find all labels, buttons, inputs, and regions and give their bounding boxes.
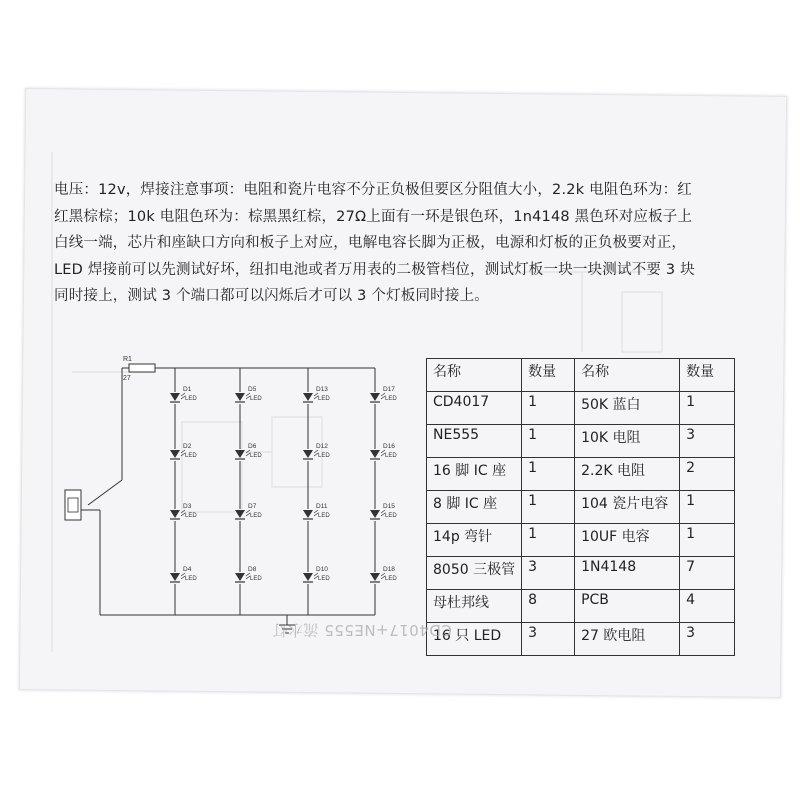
header-cell: 数量 — [680, 359, 735, 392]
part-qty: 1 — [522, 425, 575, 458]
led-type-label: LED — [318, 576, 330, 582]
led-d1 — [170, 386, 197, 404]
part-qty: 8 — [522, 590, 575, 623]
resistor-label: R1 — [123, 356, 132, 363]
led-type-label: LED — [185, 576, 197, 582]
led-designator: D18 — [383, 566, 395, 573]
part-qty: 1 — [522, 392, 575, 425]
led-d15 — [370, 503, 397, 521]
table-row — [427, 623, 735, 656]
part-name: 16 只 LED — [427, 623, 522, 656]
instruction-line: 同时接上，测试 3 个端口都可以闪烁后才可以 3 个灯板同时接上。 — [54, 288, 489, 304]
led-type-label: LED — [318, 513, 330, 519]
table-header-row — [427, 359, 735, 392]
led-designator: D17 — [383, 386, 395, 393]
led-d17 — [370, 386, 397, 404]
mirrored-bleed-through-title: CD4017+NE555 流水灯 — [272, 621, 452, 639]
led-designator: D3 — [183, 503, 192, 510]
part-name: PCB — [575, 590, 680, 623]
table-row — [427, 491, 735, 524]
part-qty: 3 — [680, 425, 735, 458]
part-name: CD4017 — [427, 392, 522, 425]
header-cell: 名称 — [427, 359, 522, 392]
led-designator: D16 — [383, 443, 395, 450]
led-type-label: LED — [250, 513, 262, 519]
part-qty: 1 — [522, 491, 575, 524]
led-type-label: LED — [385, 396, 397, 402]
part-name: 2.2K 电阻 — [575, 458, 680, 491]
led-type-label: LED — [185, 513, 197, 519]
part-name: 27 欧电阻 — [575, 623, 680, 656]
led-d11 — [303, 503, 330, 521]
part-name: 10K 电阻 — [575, 425, 680, 458]
header-cell: 名称 — [575, 359, 680, 392]
table-row — [427, 392, 735, 425]
part-name: 104 瓷片电容 — [575, 491, 680, 524]
led-designator: D15 — [383, 503, 395, 510]
led-type-label: LED — [250, 576, 262, 582]
part-qty: 2 — [680, 458, 735, 491]
resistor-r1 — [129, 364, 155, 372]
led-type-label: LED — [250, 396, 262, 402]
led-d7 — [235, 503, 262, 521]
led-type-label: LED — [385, 576, 397, 582]
part-qty: 7 — [680, 557, 735, 590]
part-name: 14p 弯针 — [427, 524, 522, 557]
header-cell: 数量 — [522, 359, 575, 392]
led-d10 — [303, 566, 330, 584]
led-designator: D1 — [183, 386, 192, 393]
part-name: 母杜邦线 — [427, 590, 522, 623]
power-connector — [65, 490, 81, 520]
part-qty: 1 — [680, 491, 735, 524]
instruction-line: 白线一端，芯片和座缺口方向和板子上对应，电解电容长脚为正极，电源和灯板的正负极要对正， — [54, 235, 687, 251]
led-designator: D4 — [183, 566, 192, 573]
table-row — [427, 458, 735, 491]
parts-list-table — [426, 358, 735, 656]
led-d16 — [370, 443, 397, 461]
led-designator: D12 — [316, 443, 328, 450]
led-type-label: LED — [185, 453, 197, 459]
led-d12 — [303, 443, 330, 461]
led-designator: D2 — [183, 443, 192, 450]
led-d6 — [235, 443, 262, 461]
led-d8 — [235, 566, 262, 584]
led-designator: D13 — [316, 386, 328, 393]
part-qty: 3 — [522, 557, 575, 590]
led-type-label: LED — [385, 453, 397, 459]
led-type-label: LED — [185, 396, 197, 402]
part-name: 50K 蓝白 — [575, 392, 680, 425]
led-d4 — [170, 566, 197, 584]
led-d2 — [170, 443, 197, 461]
led-designator: D6 — [248, 443, 257, 450]
part-qty: 1 — [680, 392, 735, 425]
led-designator: D10 — [316, 566, 328, 573]
part-name: NE555 — [427, 425, 522, 458]
led-d3 — [170, 503, 197, 521]
part-qty: 3 — [522, 623, 575, 656]
led-type-label: LED — [318, 396, 330, 402]
part-name: 16 脚 IC 座 — [427, 458, 522, 491]
led-d13 — [303, 386, 330, 404]
assembly-instructions — [54, 177, 754, 310]
resistor-value: 27 — [123, 375, 131, 382]
part-name: 8 脚 IC 座 — [427, 491, 522, 524]
part-qty: 1 — [680, 524, 735, 557]
led-matrix-schematic — [55, 350, 415, 640]
table-row — [427, 590, 735, 623]
part-qty: 4 — [680, 590, 735, 623]
led-type-label: LED — [318, 453, 330, 459]
led-designator: D5 — [248, 386, 257, 393]
part-qty: 3 — [680, 623, 735, 656]
instruction-line: 红黑棕棕；10k 电阻色环为：棕黑黑红棕，27Ω上面有一环是银色环，1n4148 黑色环对应板子上 — [54, 208, 693, 225]
led-type-label: LED — [385, 513, 397, 519]
led-d18 — [370, 566, 397, 584]
led-type-label: LED — [250, 453, 262, 459]
part-qty: 1 — [522, 458, 575, 491]
led-d5 — [235, 386, 262, 404]
table-row — [427, 557, 735, 590]
led-designator: D11 — [316, 503, 328, 510]
part-qty: 1 — [522, 524, 575, 557]
part-name: 1N4148 — [575, 557, 680, 590]
led-designator: D8 — [248, 566, 257, 573]
part-name: 8050 三极管 — [427, 557, 522, 590]
instruction-line: LED 焊接前可以先测试好坏，纽扣电池或者万用表的二极管档位，测试灯板一块一块测试不要 3 块 — [54, 261, 695, 278]
part-name: 10UF 电容 — [575, 524, 680, 557]
table-row — [427, 425, 735, 458]
led-designator: D7 — [248, 503, 257, 510]
instruction-line: 电压：12v，焊接注意事项：电阻和瓷片电容不分正负极但要区分阻值大小，2.2k 电阻色环为：红 — [54, 182, 692, 198]
table-row — [427, 524, 735, 557]
